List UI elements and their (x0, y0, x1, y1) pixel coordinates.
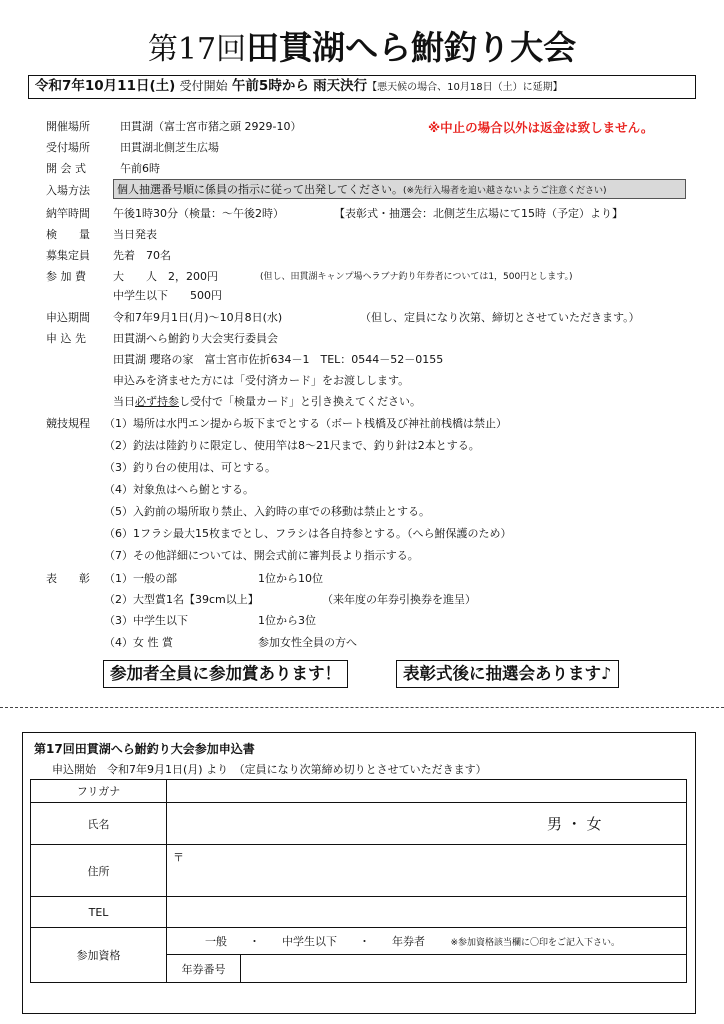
rod-value: 午後1時30分（検量：～午後2時） (113, 207, 284, 220)
awards-label: 表 彰 (46, 572, 90, 585)
apply-card-note: 申込みを済ませた方には「受付済カード」をお渡しします。 (113, 374, 410, 387)
weigh-label: 検 量 (46, 228, 90, 241)
venue-value: 田貫湖（富士宮市猪之頭 2929-10） (120, 120, 302, 133)
form-row-furigana (31, 780, 687, 803)
capacity-value: 先着 70名 (113, 249, 171, 262)
apply-label: 申 込 先 (46, 332, 86, 345)
rule-item: （4）対象魚はへら鮒とする。 (104, 483, 254, 496)
event-date-box (28, 75, 696, 99)
rule-item: （1）場所は水門エン提から坂下までとする（ボート桟橋及び神社前桟橋は禁止） (104, 417, 507, 430)
award-name: （3）中学生以下 (104, 614, 188, 627)
form-row-name (31, 803, 687, 845)
event-date: 令和7年10月11日(土) (35, 78, 176, 94)
award-name: （1）一般の部 (104, 572, 177, 585)
period-label: 申込期間 (46, 311, 90, 324)
apply-bring-a: 当日 (113, 395, 135, 408)
qualification-options[interactable] (167, 928, 687, 955)
award-extra: （来年度の年券引換券を進呈） (322, 593, 476, 606)
form-row-address (31, 845, 687, 897)
qualification-label: 参加資格 (31, 928, 167, 983)
form-row-qualification (31, 928, 687, 955)
entry-value: 個人抽選番号順に係員の指示に従って出発してください。 (117, 183, 403, 196)
refund-notice: ※中止の場合以外は返金は致しません。 (428, 120, 654, 135)
rule-item: （7）その他詳細については、開会式前に審判長より指示する。 (104, 549, 419, 562)
entry-label: 入場方法 (46, 184, 90, 197)
furigana-field[interactable] (167, 780, 687, 803)
title-main: 田貫湖へら鮒釣り大会 (246, 28, 577, 67)
form-row-tel (31, 897, 687, 928)
apply-bring-b: 必ず持参 (135, 395, 179, 408)
apply-address: 田貫湖 瓔珞の家 富士宮市佐折634－1 TEL：0544－52－0155 (113, 353, 444, 366)
form-start-note: 申込開始 令和7年9月1日(月) より （定員になり次第締め切りとさせていただきます） (52, 763, 487, 776)
name-label: 氏名 (31, 803, 167, 845)
apply-bring-note (113, 393, 421, 409)
rule-item: （2）釣法は陸釣りに限定し、使用竿は8～21尺まで、釣り針は2本とする。 (104, 439, 480, 452)
apply-org: 田貫湖へら鮒釣り大会実行委員会 (113, 332, 278, 345)
postpone-note: 【悪天候の場合、10月18日（土）に延期】 (367, 82, 563, 93)
weigh-value: 当日発表 (113, 228, 157, 241)
rule-item: （5）入釣前の場所取り禁止、入釣時の車での移動は禁止とする。 (104, 505, 430, 518)
award-name: （4）女 性 賞 (104, 636, 173, 649)
rain-policy: 雨天決行 (313, 78, 368, 94)
reception-time: 午前5時から (231, 78, 309, 94)
award-detail: 1位から10位 (258, 572, 323, 585)
rules-label: 競技規程 (46, 417, 90, 430)
tel-label: TEL (31, 897, 167, 928)
venue-label: 開催場所 (46, 120, 90, 133)
name-field[interactable] (167, 803, 687, 845)
award-name: （2）大型賞1名【39cm以上】 (104, 593, 259, 606)
application-form-table (30, 779, 687, 983)
opening-value: 午前6時 (120, 162, 160, 175)
qualification-choices[interactable]: 一般 ・ 中学生以下 ・ 年券者 (205, 935, 425, 948)
furigana-label: フリガナ (31, 780, 167, 803)
reception-value: 田貫湖北側芝生広場 (120, 141, 219, 154)
ticket-number-label: 年券番号 (167, 955, 241, 983)
period-note: （但し、定員になり次第、締切とさせていただきます。） (360, 311, 640, 324)
address-label: 住所 (31, 845, 167, 897)
rod-label: 納竿時間 (46, 207, 90, 220)
rod-extra: 【表彰式・抽選会：北側芝生広場にて15時（予定）より】 (334, 207, 623, 220)
cut-line-divider (0, 707, 724, 708)
title-prefix: 第17回 (147, 32, 247, 67)
capacity-label: 募集定員 (46, 249, 90, 262)
page-title (0, 22, 724, 69)
postal-mark: 〒 (173, 851, 184, 864)
award-detail: 1位から3位 (258, 614, 316, 627)
qualification-note: ※参加資格該当欄に〇印をご記入下さい。 (450, 938, 621, 948)
participation-prize-banner: 参加者全員に参加賞あります！ (103, 660, 348, 688)
rule-item: （6）1フラシ最大15枚までとし、フラシは各自持参とする。（へら鮒保護のため） (104, 527, 512, 540)
opening-label: 開 会 式 (46, 162, 86, 175)
ticket-number-field[interactable] (241, 955, 687, 983)
lottery-banner: 表彰式後に抽選会あります♪ (396, 660, 619, 688)
tel-field[interactable] (167, 897, 687, 928)
rule-item: （3）釣り台の使用は、可とする。 (104, 461, 276, 474)
entry-method-box (113, 179, 686, 199)
reception-start-label: 受付開始 (179, 79, 228, 93)
period-value: 令和7年9月1日(月)～10月8日(水) (113, 311, 283, 324)
reception-label: 受付場所 (46, 141, 90, 154)
fee-student: 中学生以下 500円 (113, 289, 222, 302)
apply-bring-c: し受付で「検量カード」と引き換えてください。 (179, 395, 421, 408)
fee-adult: 大 人 2，200円 (113, 270, 218, 283)
entry-note: (※先行入場者を追い越さないようご注意ください) (403, 186, 607, 196)
fee-note: (但し、田貫湖キャンプ場ヘラブナ釣り年券者については1，500円とします。) (260, 272, 573, 282)
fee-label: 参 加 費 (46, 270, 86, 283)
address-field[interactable] (167, 845, 687, 897)
form-title: 第17回田貫湖へら鮒釣り大会参加申込書 (34, 742, 255, 756)
award-detail: 参加女性全員の方へ (258, 636, 357, 649)
gender-options[interactable]: 男 ・ 女 (547, 815, 602, 833)
